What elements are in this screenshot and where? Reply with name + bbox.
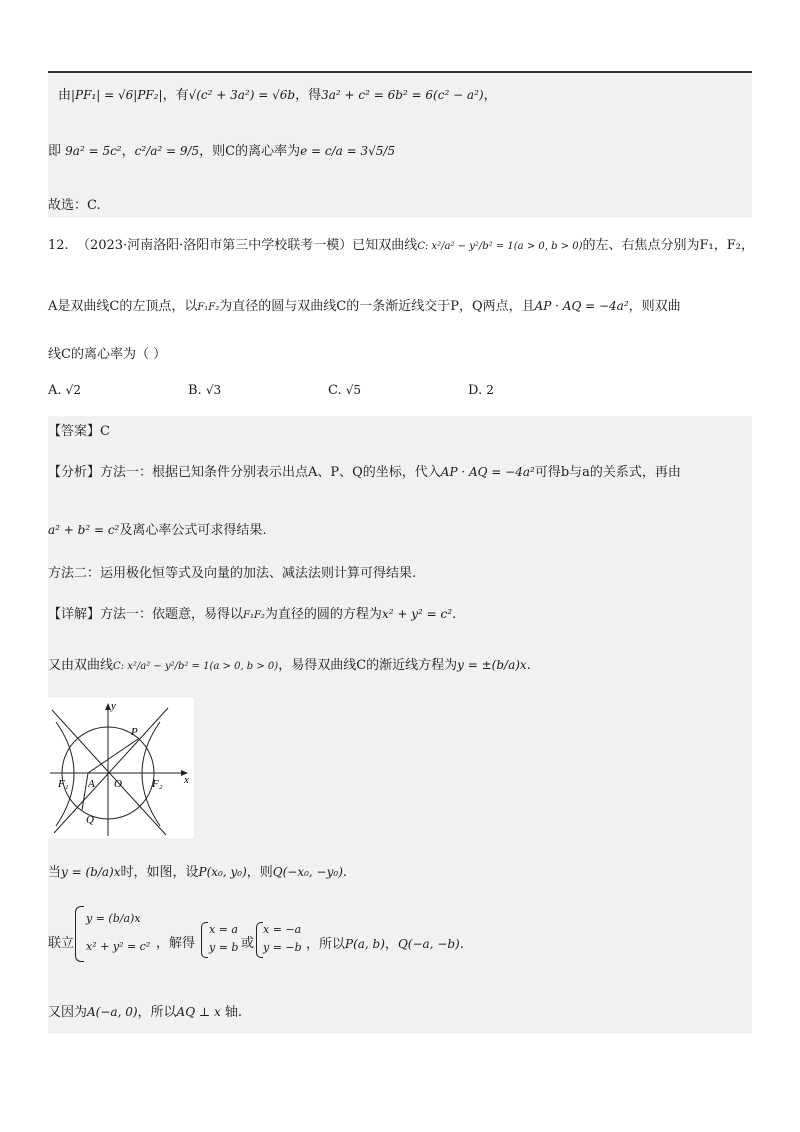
- question-line3: 线C的离心率为（ ）: [48, 347, 167, 362]
- solution1-line2: y = b: [209, 941, 239, 954]
- solution1-brace: [201, 922, 208, 958]
- analysis-line1: 【分析】方法一：根据已知条件分别表示出点A、P、Q的坐标，代入AP · AQ = −4a²可得b与a的关系式，再由: [48, 465, 681, 480]
- when-line: 当y = (b/a)x时，如图，设P(x₀, y₀)，则Q(−x₀, −y₀).: [48, 865, 348, 880]
- f1-label: F₁: [58, 778, 69, 790]
- because-line: 又因为A(−a, 0)，所以AQ ⊥ x 轴.: [48, 1005, 243, 1020]
- question-number: 12.: [48, 238, 69, 253]
- answer-line: 【答案】C: [48, 424, 110, 439]
- a-label: A: [88, 778, 95, 790]
- solve-or: 或: [241, 936, 255, 951]
- question-line1: 12. （2023·河南洛阳·洛阳市第三中学校联考一模）已知双曲线C: x²/a² − y²/b² = 1(a > 0, b > 0)的左、右焦点分别为F₁，F₂，: [48, 238, 754, 253]
- solve-prefix: 联立: [48, 936, 75, 951]
- hyperbola-left-branch: [56, 722, 74, 826]
- hyperbola-line: 又由双曲线C: x²/a² − y²/b² = 1(a > 0, b > 0)，易得双曲线C的渐近线方程为y = ±(b/a)x.: [48, 658, 531, 673]
- x-label: x: [184, 774, 189, 786]
- question-line2: A是双曲线C的左顶点，以F₁F₂为直径的圆与双曲线C的一条渐近线交于P，Q两点，且AP · AQ = −4a²，则双曲: [48, 299, 681, 314]
- y-label: y: [111, 700, 116, 712]
- method2-line: 方法二：运用极化恒等式及向量的加法、减法法则计算可得结果.: [48, 566, 417, 581]
- solution2-line1: x = −a: [263, 923, 302, 936]
- block1-line2: 即 9a² = 5c²，c²/a² = 9/5，则C的离心率为e = c/a = 3√5/5: [48, 144, 396, 159]
- option-a: A. √2: [48, 383, 81, 398]
- q-label: Q: [86, 814, 94, 826]
- block1-conclusion: 故选：C.: [48, 198, 101, 213]
- system-line2: x² + y² = c²: [86, 940, 151, 953]
- option-c: C. √5: [328, 383, 362, 398]
- analysis-line2: a² + b² = c²及离心率公式可求得结果.: [48, 523, 267, 538]
- solution2-line2: y = −b: [263, 941, 302, 954]
- block1-line1: 由|PF₁| = √6|PF₂|，有√(c² + 3a²) = √6b，得3a² + c² = 6b² = 6(c² − a²)，: [58, 88, 497, 103]
- system-brace: [75, 906, 84, 962]
- p-label: P: [131, 726, 138, 738]
- option-d: D. 2: [468, 383, 494, 398]
- solution2-brace: [256, 922, 263, 958]
- system-line1: y = (b/a)x: [86, 912, 141, 925]
- solution1-line1: x = a: [209, 923, 238, 936]
- f2-label: F₂: [152, 778, 163, 790]
- figure-svg: [48, 698, 194, 838]
- origin-label: O: [114, 778, 122, 790]
- solve-mid: ，解得: [156, 936, 196, 951]
- solve-tail: ，所以P(a, b)，Q(−a, −b).: [306, 937, 464, 952]
- hyperbola-figure: [48, 698, 194, 838]
- hyperbola-right-branch: [142, 722, 160, 826]
- detail-line: 【详解】方法一：依题意，易得以F₁F₂为直径的圆的方程为x² + y² = c².: [48, 607, 457, 622]
- option-b: B. √3: [188, 383, 222, 398]
